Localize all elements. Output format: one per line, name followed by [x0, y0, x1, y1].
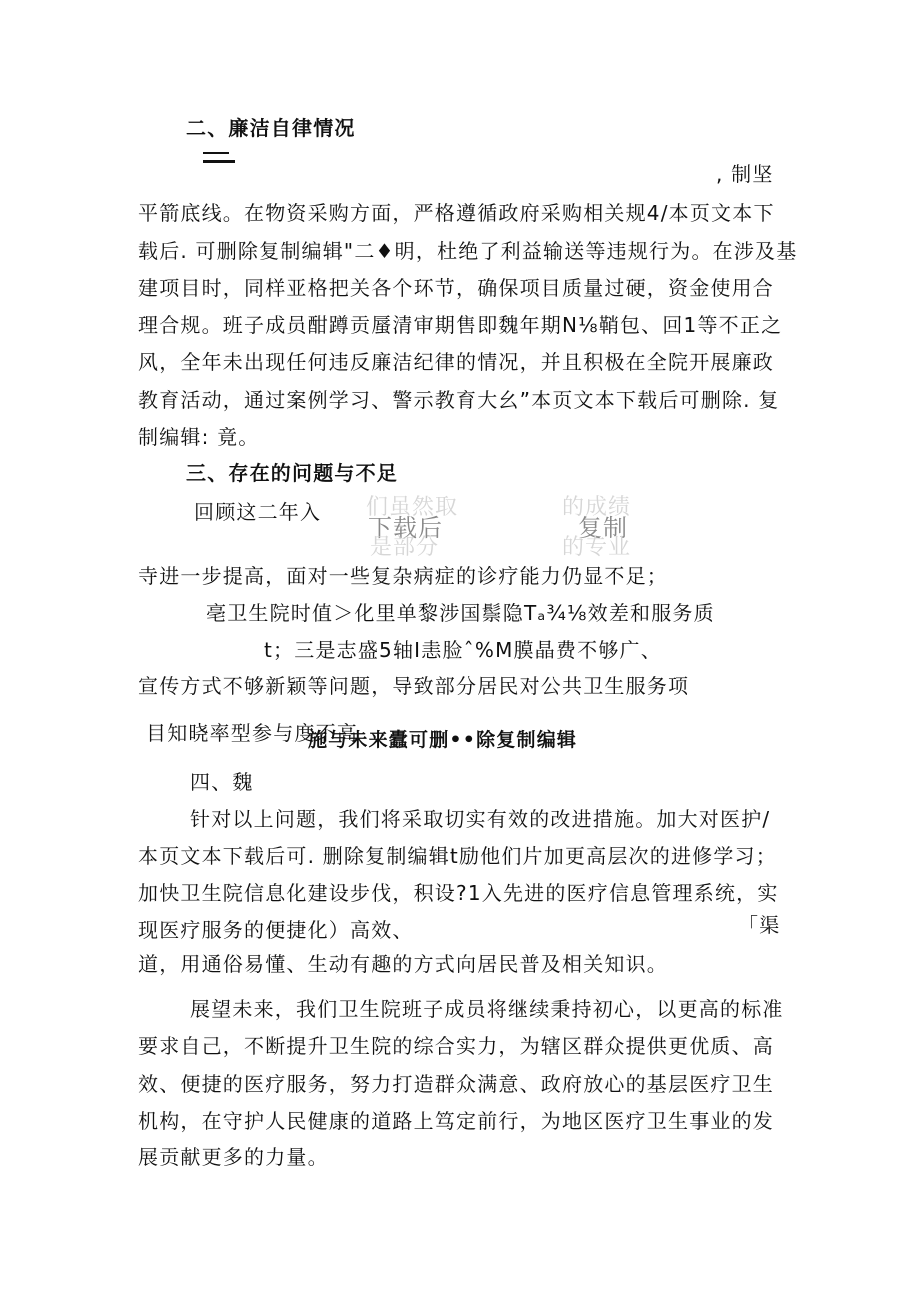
paragraph-line: 建项目时，同样亚格把关各个环节，确保项目质量过硬，资金使用合	[138, 276, 774, 300]
paragraph-line: 目知晓率型参与度不高	[146, 721, 358, 745]
paragraph-line: 要求自己，不断提升卫生院的综合实力，为辖区群众提供更优质、高	[138, 1034, 774, 1058]
watermark-text: 的专业	[562, 535, 632, 560]
paragraph-line: 针对以上问题，我们将采取切实有效的改进措施。加大对医护/	[190, 807, 771, 831]
watermark-text: 们虽然取	[366, 495, 459, 520]
paragraph-line: t；三是志盛5轴I恚脸ˆ%M膜晶费不够广、	[264, 638, 662, 662]
paragraph-line: 加快卫生院信息化建设步伐，积设?1入先进的医疗信息管理系统，实	[138, 881, 779, 905]
section-heading-integrity: 二、廉洁自律情况	[186, 116, 356, 140]
paragraph-line: 理合规。班子成员酣蹲贡蜃清审期售即魏年期N⅛鞘包、回1等不正之	[138, 313, 783, 337]
watermark-text: 的成绩	[562, 495, 632, 520]
section-heading-measures: 四、魏	[190, 770, 254, 794]
paragraph-line: 「渠	[738, 913, 781, 937]
dash-mark	[203, 152, 229, 154]
paragraph-line: 展望未来，我们卫生院班子成员将继续秉持初心，以更高的标准	[190, 997, 784, 1021]
paragraph-line: 道，用通俗易懂、生动有趣的方式向居民普及相关知识。	[138, 952, 668, 976]
paragraph-line: 载后. 可删除复制编辑"二♦明，杜绝了利益输送等违规行为。在涉及基	[138, 239, 798, 263]
watermark-text: 是部分	[370, 535, 440, 560]
dash-mark-bold	[203, 160, 235, 163]
overlapping-line: 施与未来蠹可删••除复制编辑	[308, 729, 578, 751]
paragraph-line: 平箭底线。在物资采购方面，严格遵循政府采购相关规4/本页文本下	[138, 201, 775, 225]
paragraph-line: 制编辑: 竟。	[138, 425, 260, 449]
paragraph-line: 教育活动，通过案例学习、警示教育大幺”本页文本下载后可删除. 复	[138, 388, 780, 412]
paragraph-line: 效、便捷的医疗服务，努力打造群众满意、政府放心的基层医疗卫生	[138, 1072, 774, 1096]
paragraph-line: 回顾这二年入	[194, 500, 322, 524]
section-heading-problems: 三、存在的问题与不足	[186, 461, 398, 485]
paragraph-line: , 制坚	[716, 162, 774, 186]
watermark-text: 下载后	[368, 514, 443, 542]
paragraph-line: 展贡献更多的力量。	[138, 1145, 329, 1169]
paragraph-line: 风，全年未出现任何违反廉洁纪律的情况，并且积极在全院开展廉政	[138, 350, 774, 374]
paragraph-line: 机构，在守护人民健康的道路上笃定前行，为地区医疗卫生事业的发	[138, 1109, 774, 1133]
paragraph-line: 本页文本下载后可. 删除复制编辑t励他们片加更高层次的进修学习；	[138, 844, 777, 868]
watermark-text: 复制	[578, 514, 628, 542]
paragraph-line: 宣传方式不够新颖等问题，导致部分居民对公共卫生服务项	[138, 674, 690, 698]
paragraph-line: 亳卫生院时值＞化里单黎涉国鬃隐Tₐ¾⅛效差和服务质	[206, 601, 715, 625]
paragraph-line: 现医疗服务的便捷化）高效、	[138, 918, 414, 942]
paragraph-line: 寺进一步提高，面对一些复杂病症的诊疗能力仍显不足；	[138, 564, 668, 588]
